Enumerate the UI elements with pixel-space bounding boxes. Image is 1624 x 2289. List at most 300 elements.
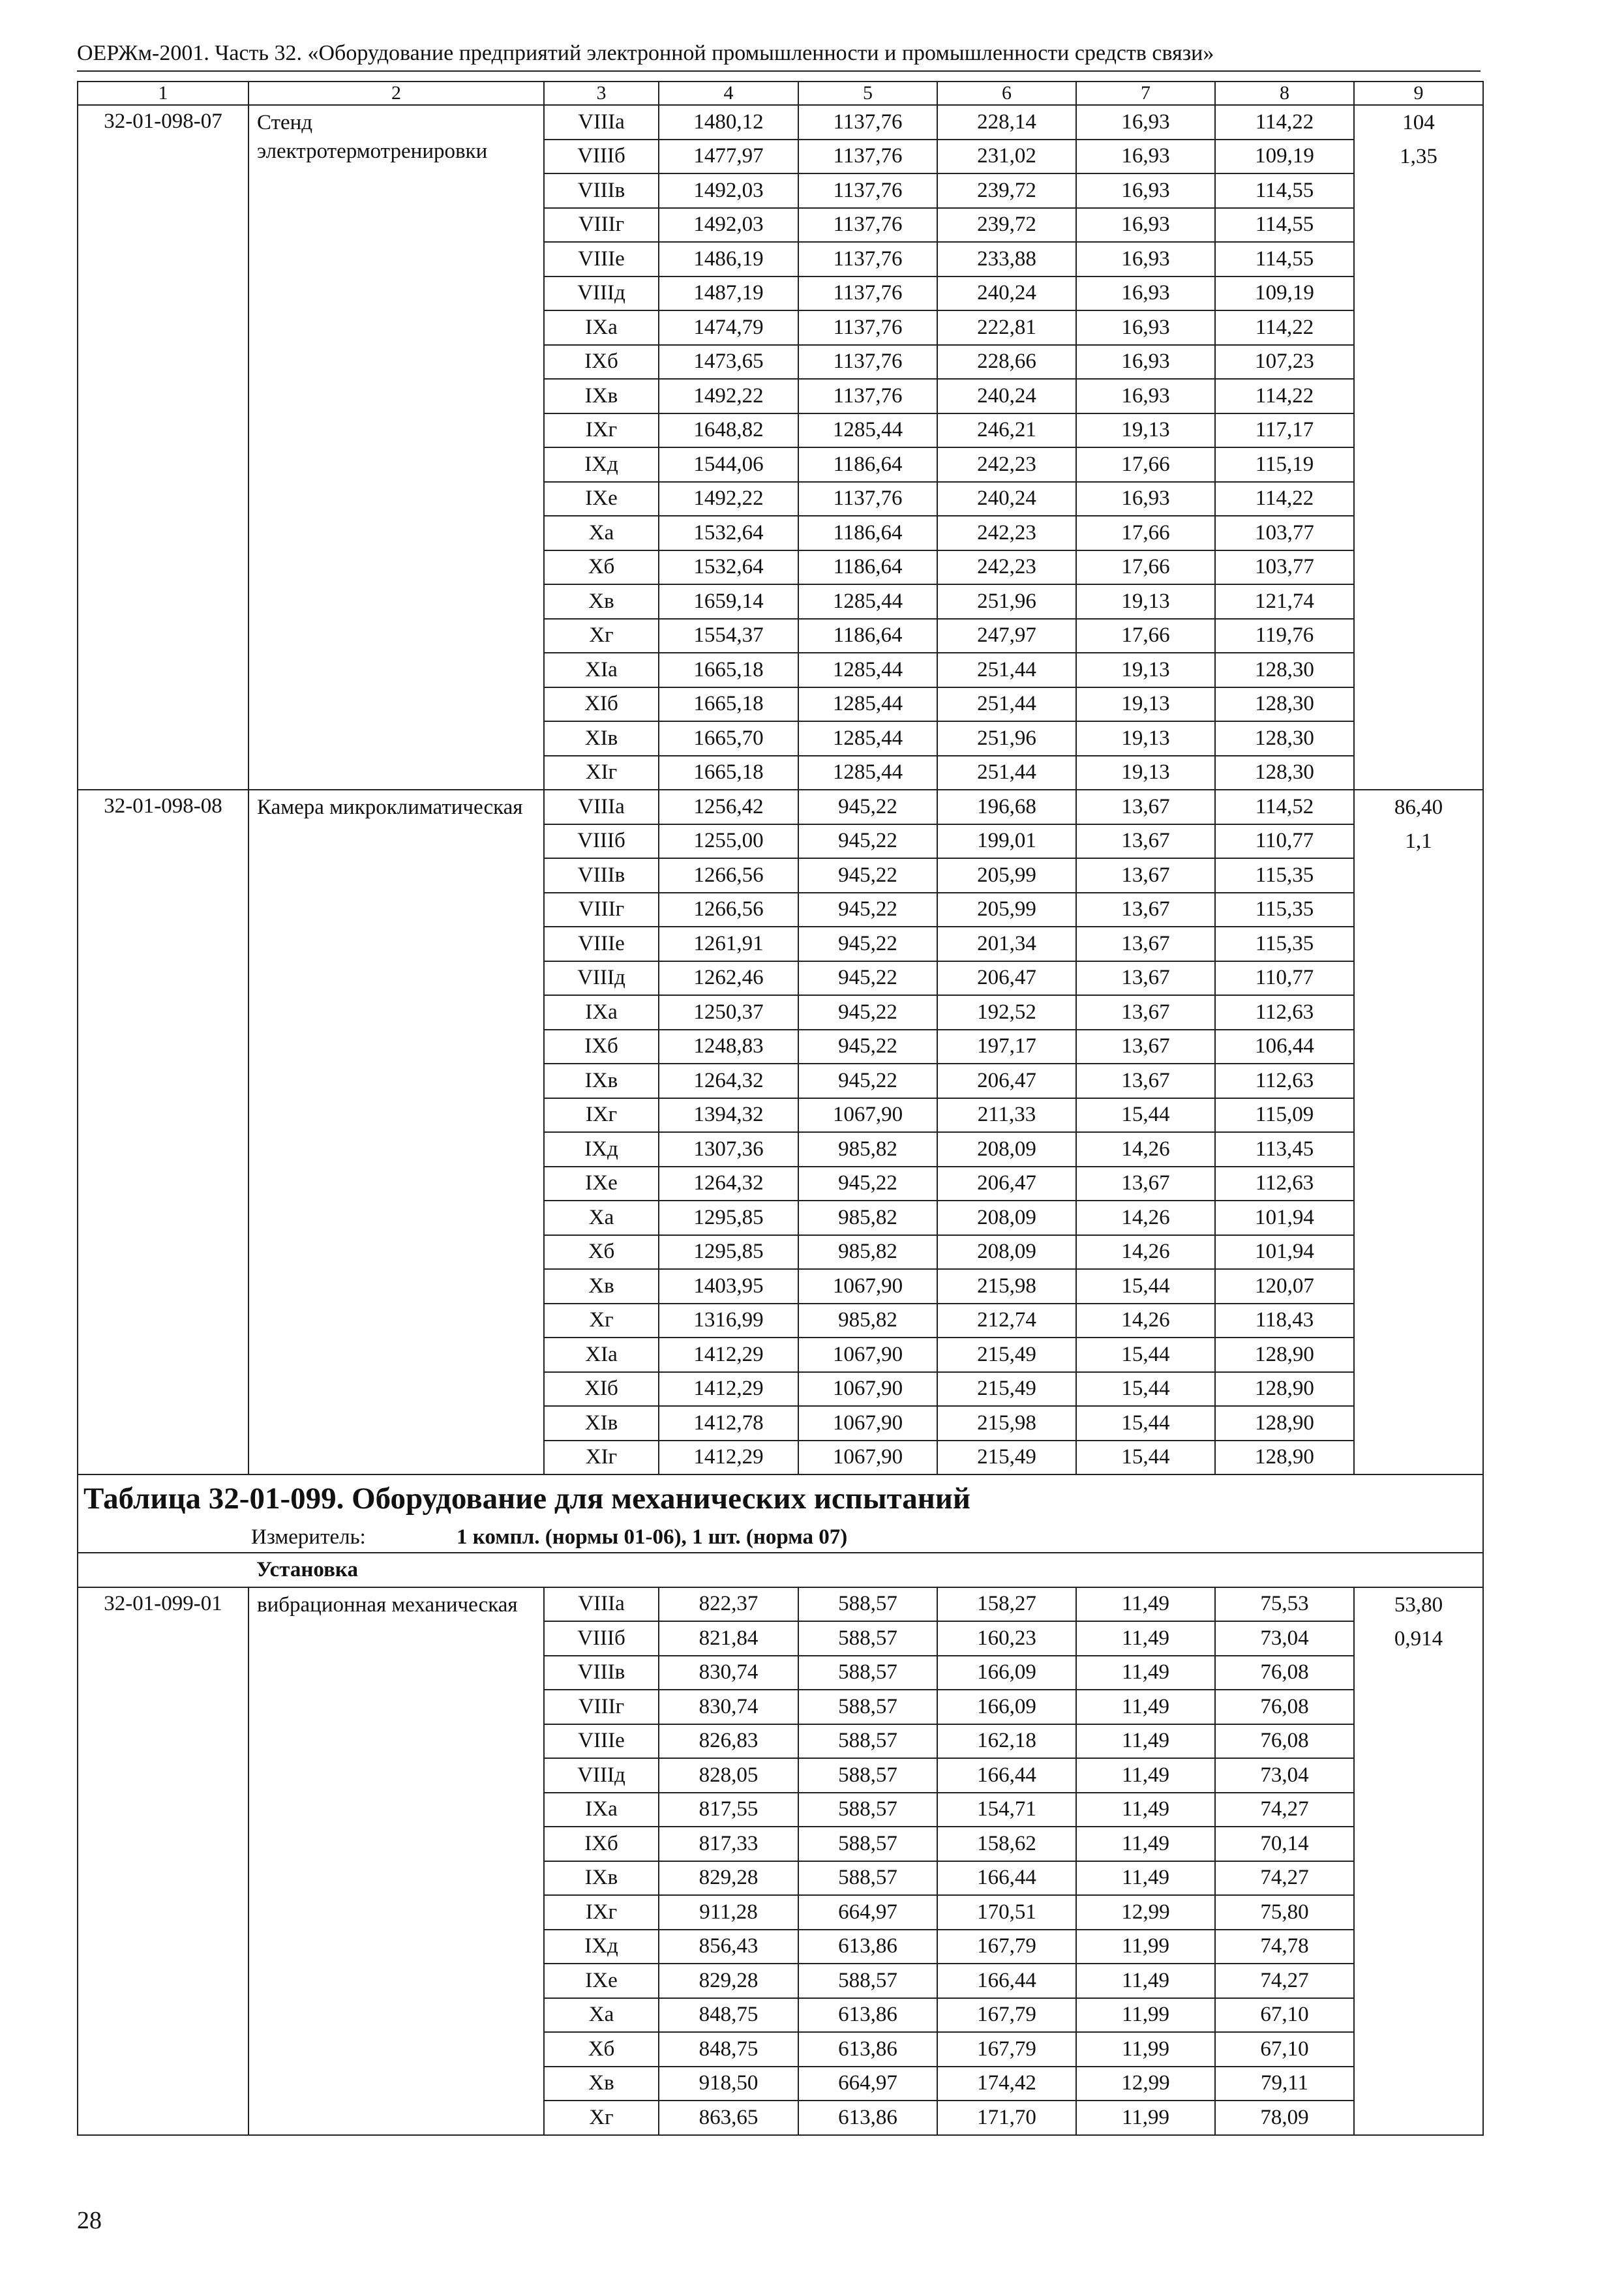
zone-cell: VIIIд — [544, 1758, 659, 1793]
value-cell: 11,49 — [1076, 1724, 1215, 1759]
value-cell: 826,83 — [659, 1724, 798, 1759]
table-row — [78, 105, 1483, 140]
meter-value: 1 компл. (нормы 01-06), 1 шт. (норма 07) — [457, 1525, 848, 1549]
value-cell: 154,71 — [937, 1793, 1076, 1827]
column-number-row — [78, 82, 1483, 105]
value-cell: 16,93 — [1076, 310, 1215, 345]
value-cell: 14,26 — [1076, 1132, 1215, 1167]
value-cell: 215,98 — [937, 1269, 1076, 1304]
group-row — [78, 1553, 1483, 1587]
value-cell: 15,44 — [1076, 1338, 1215, 1372]
value-cell: 114,22 — [1215, 105, 1354, 140]
table-title: Таблица 32-01-099. Оборудование для механических испытаний — [78, 1474, 1483, 1522]
value-cell: 16,93 — [1076, 208, 1215, 243]
value-cell: 112,63 — [1215, 1167, 1354, 1201]
value-cell: 114,22 — [1215, 379, 1354, 413]
value-cell: 13,67 — [1076, 790, 1215, 824]
table-row — [78, 790, 1483, 824]
value-cell: 1480,12 — [659, 105, 798, 140]
value-cell: 171,70 — [937, 2101, 1076, 2135]
value-cell: 228,66 — [937, 345, 1076, 380]
value-cell: 664,97 — [798, 1895, 937, 1930]
zone-cell: Xа — [544, 1998, 659, 2033]
value-cell: 11,99 — [1076, 1930, 1215, 1964]
value-cell: 251,96 — [937, 584, 1076, 619]
zone-cell: VIIIа — [544, 790, 659, 824]
value-cell: 16,93 — [1076, 140, 1215, 174]
col9-value: 1,1 — [1405, 830, 1432, 853]
value-cell: 128,30 — [1215, 653, 1354, 687]
value-cell: 208,09 — [937, 1235, 1076, 1270]
value-cell: 75,80 — [1215, 1895, 1354, 1930]
value-cell: 1487,19 — [659, 277, 798, 311]
value-cell: 115,35 — [1215, 858, 1354, 893]
value-cell: 16,93 — [1076, 242, 1215, 277]
value-cell: 166,44 — [937, 1758, 1076, 1793]
value-cell: 945,22 — [798, 927, 937, 961]
value-cell: 828,05 — [659, 1758, 798, 1793]
value-cell: 115,35 — [1215, 927, 1354, 961]
value-cell: 74,27 — [1215, 1861, 1354, 1896]
value-cell: 78,09 — [1215, 2101, 1354, 2135]
zone-cell: Xб — [544, 550, 659, 585]
value-cell: 1665,18 — [659, 653, 798, 687]
value-cell: 19,13 — [1076, 413, 1215, 448]
value-cell: 1544,06 — [659, 447, 798, 482]
value-cell: 1137,76 — [798, 105, 937, 140]
zone-cell: XIа — [544, 1338, 659, 1372]
value-cell: 11,49 — [1076, 1690, 1215, 1724]
value-cell: 208,09 — [937, 1132, 1076, 1167]
value-cell: 911,28 — [659, 1895, 798, 1930]
value-cell: 1264,32 — [659, 1064, 798, 1098]
value-cell: 11,49 — [1076, 1587, 1215, 1622]
value-cell: 13,67 — [1076, 893, 1215, 927]
value-cell: 117,17 — [1215, 413, 1354, 448]
value-cell: 848,75 — [659, 2032, 798, 2067]
value-cell: 251,44 — [937, 687, 1076, 722]
value-cell: 167,79 — [937, 1998, 1076, 2033]
value-cell: 1285,44 — [798, 721, 937, 756]
column-number: 3 — [544, 82, 659, 105]
value-cell: 158,27 — [937, 1587, 1076, 1622]
value-cell: 1266,56 — [659, 893, 798, 927]
zone-cell: VIIIе — [544, 242, 659, 277]
value-cell: 106,44 — [1215, 1030, 1354, 1064]
value-cell: 11,99 — [1076, 2101, 1215, 2135]
value-cell: 13,67 — [1076, 927, 1215, 961]
value-cell: 211,33 — [937, 1098, 1076, 1133]
equipment-name: вибрационная механическая — [248, 1587, 544, 2135]
col9-cell — [1354, 105, 1483, 790]
value-cell: 1067,90 — [798, 1372, 937, 1407]
zone-cell: XIг — [544, 756, 659, 790]
norm-code: 32-01-098-08 — [78, 790, 248, 1474]
value-cell: 1264,32 — [659, 1167, 798, 1201]
col9-value: 53,80 — [1394, 1593, 1443, 1617]
value-cell: 1255,00 — [659, 824, 798, 859]
value-cell: 166,09 — [937, 1690, 1076, 1724]
value-cell: 15,44 — [1076, 1441, 1215, 1475]
value-cell: 16,93 — [1076, 173, 1215, 208]
value-cell: 13,67 — [1076, 1167, 1215, 1201]
value-cell: 613,86 — [798, 2032, 937, 2067]
value-cell: 1412,29 — [659, 1338, 798, 1372]
value-cell: 247,97 — [937, 619, 1076, 653]
value-cell: 1665,18 — [659, 687, 798, 722]
zone-cell: IXв — [544, 1861, 659, 1896]
value-cell: 76,08 — [1215, 1690, 1354, 1724]
value-cell: 15,44 — [1076, 1372, 1215, 1407]
value-cell: 918,50 — [659, 2067, 798, 2101]
value-cell: 1665,18 — [659, 756, 798, 790]
value-cell: 167,79 — [937, 2032, 1076, 2067]
value-cell: 199,01 — [937, 824, 1076, 859]
meter-row — [78, 1522, 1483, 1553]
value-cell: 70,14 — [1215, 1827, 1354, 1861]
zone-cell: IXд — [544, 1930, 659, 1964]
value-cell: 107,23 — [1215, 345, 1354, 380]
value-cell: 239,72 — [937, 208, 1076, 243]
value-cell: 945,22 — [798, 858, 937, 893]
zone-cell: VIIIб — [544, 1621, 659, 1656]
group-label: Установка — [248, 1553, 1483, 1587]
column-number: 4 — [659, 82, 798, 105]
norm-code: 32-01-098-07 — [78, 105, 248, 790]
value-cell: 945,22 — [798, 1030, 937, 1064]
value-cell: 109,19 — [1215, 277, 1354, 311]
value-cell: 1137,76 — [798, 140, 937, 174]
value-cell: 1492,22 — [659, 482, 798, 516]
col9-value: 1,35 — [1400, 145, 1437, 168]
value-cell: 1250,37 — [659, 995, 798, 1030]
value-cell: 166,09 — [937, 1656, 1076, 1690]
value-cell: 128,30 — [1215, 756, 1354, 790]
value-cell: 588,57 — [798, 1621, 937, 1656]
zone-cell: IXе — [544, 1964, 659, 1998]
col9-value: 104 — [1402, 111, 1435, 134]
equipment-name: Стенд электротермотренировки — [248, 105, 544, 790]
value-cell: 15,44 — [1076, 1269, 1215, 1304]
value-cell: 1067,90 — [798, 1269, 937, 1304]
value-cell: 1412,29 — [659, 1441, 798, 1475]
value-cell: 208,09 — [937, 1201, 1076, 1235]
value-cell: 114,22 — [1215, 310, 1354, 345]
value-cell: 240,24 — [937, 482, 1076, 516]
table-row — [78, 1587, 1483, 1622]
value-cell: 1285,44 — [798, 413, 937, 448]
value-cell: 1665,70 — [659, 721, 798, 756]
value-cell: 588,57 — [798, 1656, 937, 1690]
zone-cell: IXб — [544, 1827, 659, 1861]
value-cell: 215,49 — [937, 1338, 1076, 1372]
running-header: ОЕРЖм-2001. Часть 32. «Оборудование предприятий электронной промышленности и промышленности средств связи» — [77, 39, 1481, 72]
zone-cell: VIIIг — [544, 893, 659, 927]
value-cell: 19,13 — [1076, 721, 1215, 756]
column-number: 6 — [937, 82, 1076, 105]
value-cell: 14,26 — [1076, 1201, 1215, 1235]
value-cell: 160,23 — [937, 1621, 1076, 1656]
value-cell: 228,14 — [937, 105, 1076, 140]
value-cell: 115,19 — [1215, 447, 1354, 482]
value-cell: 16,93 — [1076, 105, 1215, 140]
zone-cell: XIв — [544, 721, 659, 756]
value-cell: 945,22 — [798, 824, 937, 859]
value-cell: 174,42 — [937, 2067, 1076, 2101]
zone-cell: VIIIд — [544, 961, 659, 996]
value-cell: 115,35 — [1215, 893, 1354, 927]
value-cell: 1261,91 — [659, 927, 798, 961]
value-cell: 11,49 — [1076, 1861, 1215, 1896]
value-cell: 114,22 — [1215, 482, 1354, 516]
value-cell: 945,22 — [798, 961, 937, 996]
value-cell: 588,57 — [798, 1758, 937, 1793]
zone-cell: VIIIа — [544, 105, 659, 140]
value-cell: 848,75 — [659, 1998, 798, 2033]
value-cell: 14,26 — [1076, 1304, 1215, 1338]
value-cell: 114,55 — [1215, 173, 1354, 208]
table-title-row — [78, 1474, 1483, 1522]
value-cell: 829,28 — [659, 1861, 798, 1896]
value-cell: 14,26 — [1076, 1235, 1215, 1270]
value-cell: 613,86 — [798, 1930, 937, 1964]
value-cell: 231,02 — [937, 140, 1076, 174]
value-cell: 1067,90 — [798, 1338, 937, 1372]
value-cell: 817,55 — [659, 1793, 798, 1827]
value-cell: 11,49 — [1076, 1793, 1215, 1827]
zone-cell: VIIIг — [544, 208, 659, 243]
value-cell: 12,99 — [1076, 1895, 1215, 1930]
value-cell: 73,04 — [1215, 1621, 1354, 1656]
value-cell: 201,34 — [937, 927, 1076, 961]
value-cell: 1316,99 — [659, 1304, 798, 1338]
value-cell: 1186,64 — [798, 619, 937, 653]
zone-cell: IXб — [544, 1030, 659, 1064]
value-cell: 75,53 — [1215, 1587, 1354, 1622]
value-cell: 19,13 — [1076, 687, 1215, 722]
value-cell: 1186,64 — [798, 516, 937, 550]
value-cell: 863,65 — [659, 2101, 798, 2135]
value-cell: 1394,32 — [659, 1098, 798, 1133]
zone-cell: IXг — [544, 1895, 659, 1930]
value-cell: 114,55 — [1215, 208, 1354, 243]
value-cell: 158,62 — [937, 1827, 1076, 1861]
value-cell: 1137,76 — [798, 345, 937, 380]
value-cell: 240,24 — [937, 277, 1076, 311]
value-cell: 588,57 — [798, 1724, 937, 1759]
value-cell: 101,94 — [1215, 1235, 1354, 1270]
value-cell: 588,57 — [798, 1587, 937, 1622]
value-cell: 162,18 — [937, 1724, 1076, 1759]
value-cell: 16,93 — [1076, 345, 1215, 380]
value-cell: 1412,78 — [659, 1406, 798, 1441]
zone-cell: IXв — [544, 379, 659, 413]
zone-cell: VIIIа — [544, 1587, 659, 1622]
value-cell: 830,74 — [659, 1690, 798, 1724]
value-cell: 13,67 — [1076, 858, 1215, 893]
value-cell: 945,22 — [798, 893, 937, 927]
value-cell: 1554,37 — [659, 619, 798, 653]
zone-cell: VIIIг — [544, 1690, 659, 1724]
value-cell: 114,55 — [1215, 242, 1354, 277]
value-cell: 114,52 — [1215, 790, 1354, 824]
column-number: 2 — [248, 82, 544, 105]
value-cell: 67,10 — [1215, 1998, 1354, 2033]
value-cell: 1307,36 — [659, 1132, 798, 1167]
zone-cell: IXа — [544, 995, 659, 1030]
value-cell: 128,90 — [1215, 1441, 1354, 1475]
value-cell: 1285,44 — [798, 584, 937, 619]
value-cell: 215,98 — [937, 1406, 1076, 1441]
value-cell: 1473,65 — [659, 345, 798, 380]
value-cell: 613,86 — [798, 2101, 937, 2135]
value-cell: 1186,64 — [798, 447, 937, 482]
value-cell: 242,23 — [937, 550, 1076, 585]
zone-cell: Xа — [544, 516, 659, 550]
value-cell: 233,88 — [937, 242, 1076, 277]
value-cell: 67,10 — [1215, 2032, 1354, 2067]
value-cell: 1067,90 — [798, 1441, 937, 1475]
value-cell: 1285,44 — [798, 756, 937, 790]
value-cell: 192,52 — [937, 995, 1076, 1030]
zone-cell: VIIIв — [544, 1656, 659, 1690]
value-cell: 19,13 — [1076, 584, 1215, 619]
value-cell: 17,66 — [1076, 447, 1215, 482]
value-cell: 664,97 — [798, 2067, 937, 2101]
value-cell: 1295,85 — [659, 1201, 798, 1235]
col9-value: 0,914 — [1394, 1626, 1443, 1651]
value-cell: 251,96 — [937, 721, 1076, 756]
value-cell: 985,82 — [798, 1235, 937, 1270]
col9-value: 86,40 — [1394, 796, 1443, 819]
value-cell: 76,08 — [1215, 1724, 1354, 1759]
value-cell: 110,77 — [1215, 824, 1354, 859]
value-cell: 1285,44 — [798, 687, 937, 722]
zone-cell: VIIIе — [544, 927, 659, 961]
value-cell: 128,30 — [1215, 687, 1354, 722]
zone-cell: IXб — [544, 345, 659, 380]
zone-cell: VIIIв — [544, 173, 659, 208]
value-cell: 1137,76 — [798, 208, 937, 243]
value-cell: 1403,95 — [659, 1269, 798, 1304]
zone-cell: Xг — [544, 2101, 659, 2135]
value-cell: 197,17 — [937, 1030, 1076, 1064]
value-cell: 11,49 — [1076, 1964, 1215, 1998]
value-cell: 242,23 — [937, 516, 1076, 550]
value-cell: 1067,90 — [798, 1098, 937, 1133]
value-cell: 101,94 — [1215, 1201, 1354, 1235]
zone-cell: Xб — [544, 1235, 659, 1270]
value-cell: 166,44 — [937, 1964, 1076, 1998]
value-cell: 13,67 — [1076, 995, 1215, 1030]
value-cell: 13,67 — [1076, 961, 1215, 996]
value-cell: 128,30 — [1215, 721, 1354, 756]
value-cell: 11,99 — [1076, 2032, 1215, 2067]
value-cell: 1256,42 — [659, 790, 798, 824]
value-cell: 74,27 — [1215, 1964, 1354, 1998]
value-cell: 985,82 — [798, 1201, 937, 1235]
value-cell: 206,47 — [937, 961, 1076, 996]
value-cell: 215,49 — [937, 1441, 1076, 1475]
zone-cell: IXе — [544, 1167, 659, 1201]
value-cell: 12,99 — [1076, 2067, 1215, 2101]
value-cell: 1648,82 — [659, 413, 798, 448]
value-cell: 19,13 — [1076, 653, 1215, 687]
value-cell: 251,44 — [937, 653, 1076, 687]
value-cell: 15,44 — [1076, 1098, 1215, 1133]
value-cell: 166,44 — [937, 1861, 1076, 1896]
value-cell: 17,66 — [1076, 619, 1215, 653]
value-cell: 16,93 — [1076, 482, 1215, 516]
zone-cell: XIг — [544, 1441, 659, 1475]
value-cell: 19,13 — [1076, 756, 1215, 790]
value-cell: 17,66 — [1076, 550, 1215, 585]
value-cell: 945,22 — [798, 1064, 937, 1098]
value-cell: 1067,90 — [798, 1406, 937, 1441]
value-cell: 74,78 — [1215, 1930, 1354, 1964]
value-cell: 205,99 — [937, 858, 1076, 893]
zone-cell: XIб — [544, 1372, 659, 1407]
value-cell: 11,49 — [1076, 1621, 1215, 1656]
value-cell: 1492,03 — [659, 208, 798, 243]
zone-cell: IXа — [544, 1793, 659, 1827]
value-cell: 945,22 — [798, 1167, 937, 1201]
value-cell: 1492,22 — [659, 379, 798, 413]
value-cell: 829,28 — [659, 1964, 798, 1998]
col9-cell — [1354, 790, 1483, 1474]
column-number: 7 — [1076, 82, 1215, 105]
zone-cell: VIIIд — [544, 277, 659, 311]
value-cell: 1492,03 — [659, 173, 798, 208]
value-cell: 112,63 — [1215, 995, 1354, 1030]
value-cell: 1186,64 — [798, 550, 937, 585]
value-cell: 128,90 — [1215, 1372, 1354, 1407]
value-cell: 16,93 — [1076, 277, 1215, 311]
zone-cell: XIб — [544, 687, 659, 722]
value-cell: 109,19 — [1215, 140, 1354, 174]
value-cell: 11,49 — [1076, 1758, 1215, 1793]
zone-cell: IXд — [544, 447, 659, 482]
equipment-name: Камера микроклиматическая — [248, 790, 544, 1474]
value-cell: 239,72 — [937, 173, 1076, 208]
value-cell: 103,77 — [1215, 516, 1354, 550]
value-cell: 74,27 — [1215, 1793, 1354, 1827]
value-cell: 1659,14 — [659, 584, 798, 619]
value-cell: 113,45 — [1215, 1132, 1354, 1167]
value-cell: 170,51 — [937, 1895, 1076, 1930]
value-cell: 1137,76 — [798, 482, 937, 516]
value-cell: 1266,56 — [659, 858, 798, 893]
value-cell: 115,09 — [1215, 1098, 1354, 1133]
value-cell: 11,49 — [1076, 1827, 1215, 1861]
value-cell: 817,33 — [659, 1827, 798, 1861]
zone-cell: Xб — [544, 2032, 659, 2067]
value-cell: 167,79 — [937, 1930, 1076, 1964]
zone-cell: Xа — [544, 1201, 659, 1235]
zone-cell: IXг — [544, 413, 659, 448]
value-cell: 246,21 — [937, 413, 1076, 448]
zone-cell: IXв — [544, 1064, 659, 1098]
value-cell: 588,57 — [798, 1964, 937, 1998]
value-cell: 1285,44 — [798, 653, 937, 687]
value-cell: 1137,76 — [798, 310, 937, 345]
value-cell: 588,57 — [798, 1827, 937, 1861]
norm-code: 32-01-099-01 — [78, 1587, 248, 2135]
column-number: 1 — [78, 82, 248, 105]
column-number: 8 — [1215, 82, 1354, 105]
value-cell: 821,84 — [659, 1621, 798, 1656]
value-cell: 1295,85 — [659, 1235, 798, 1270]
